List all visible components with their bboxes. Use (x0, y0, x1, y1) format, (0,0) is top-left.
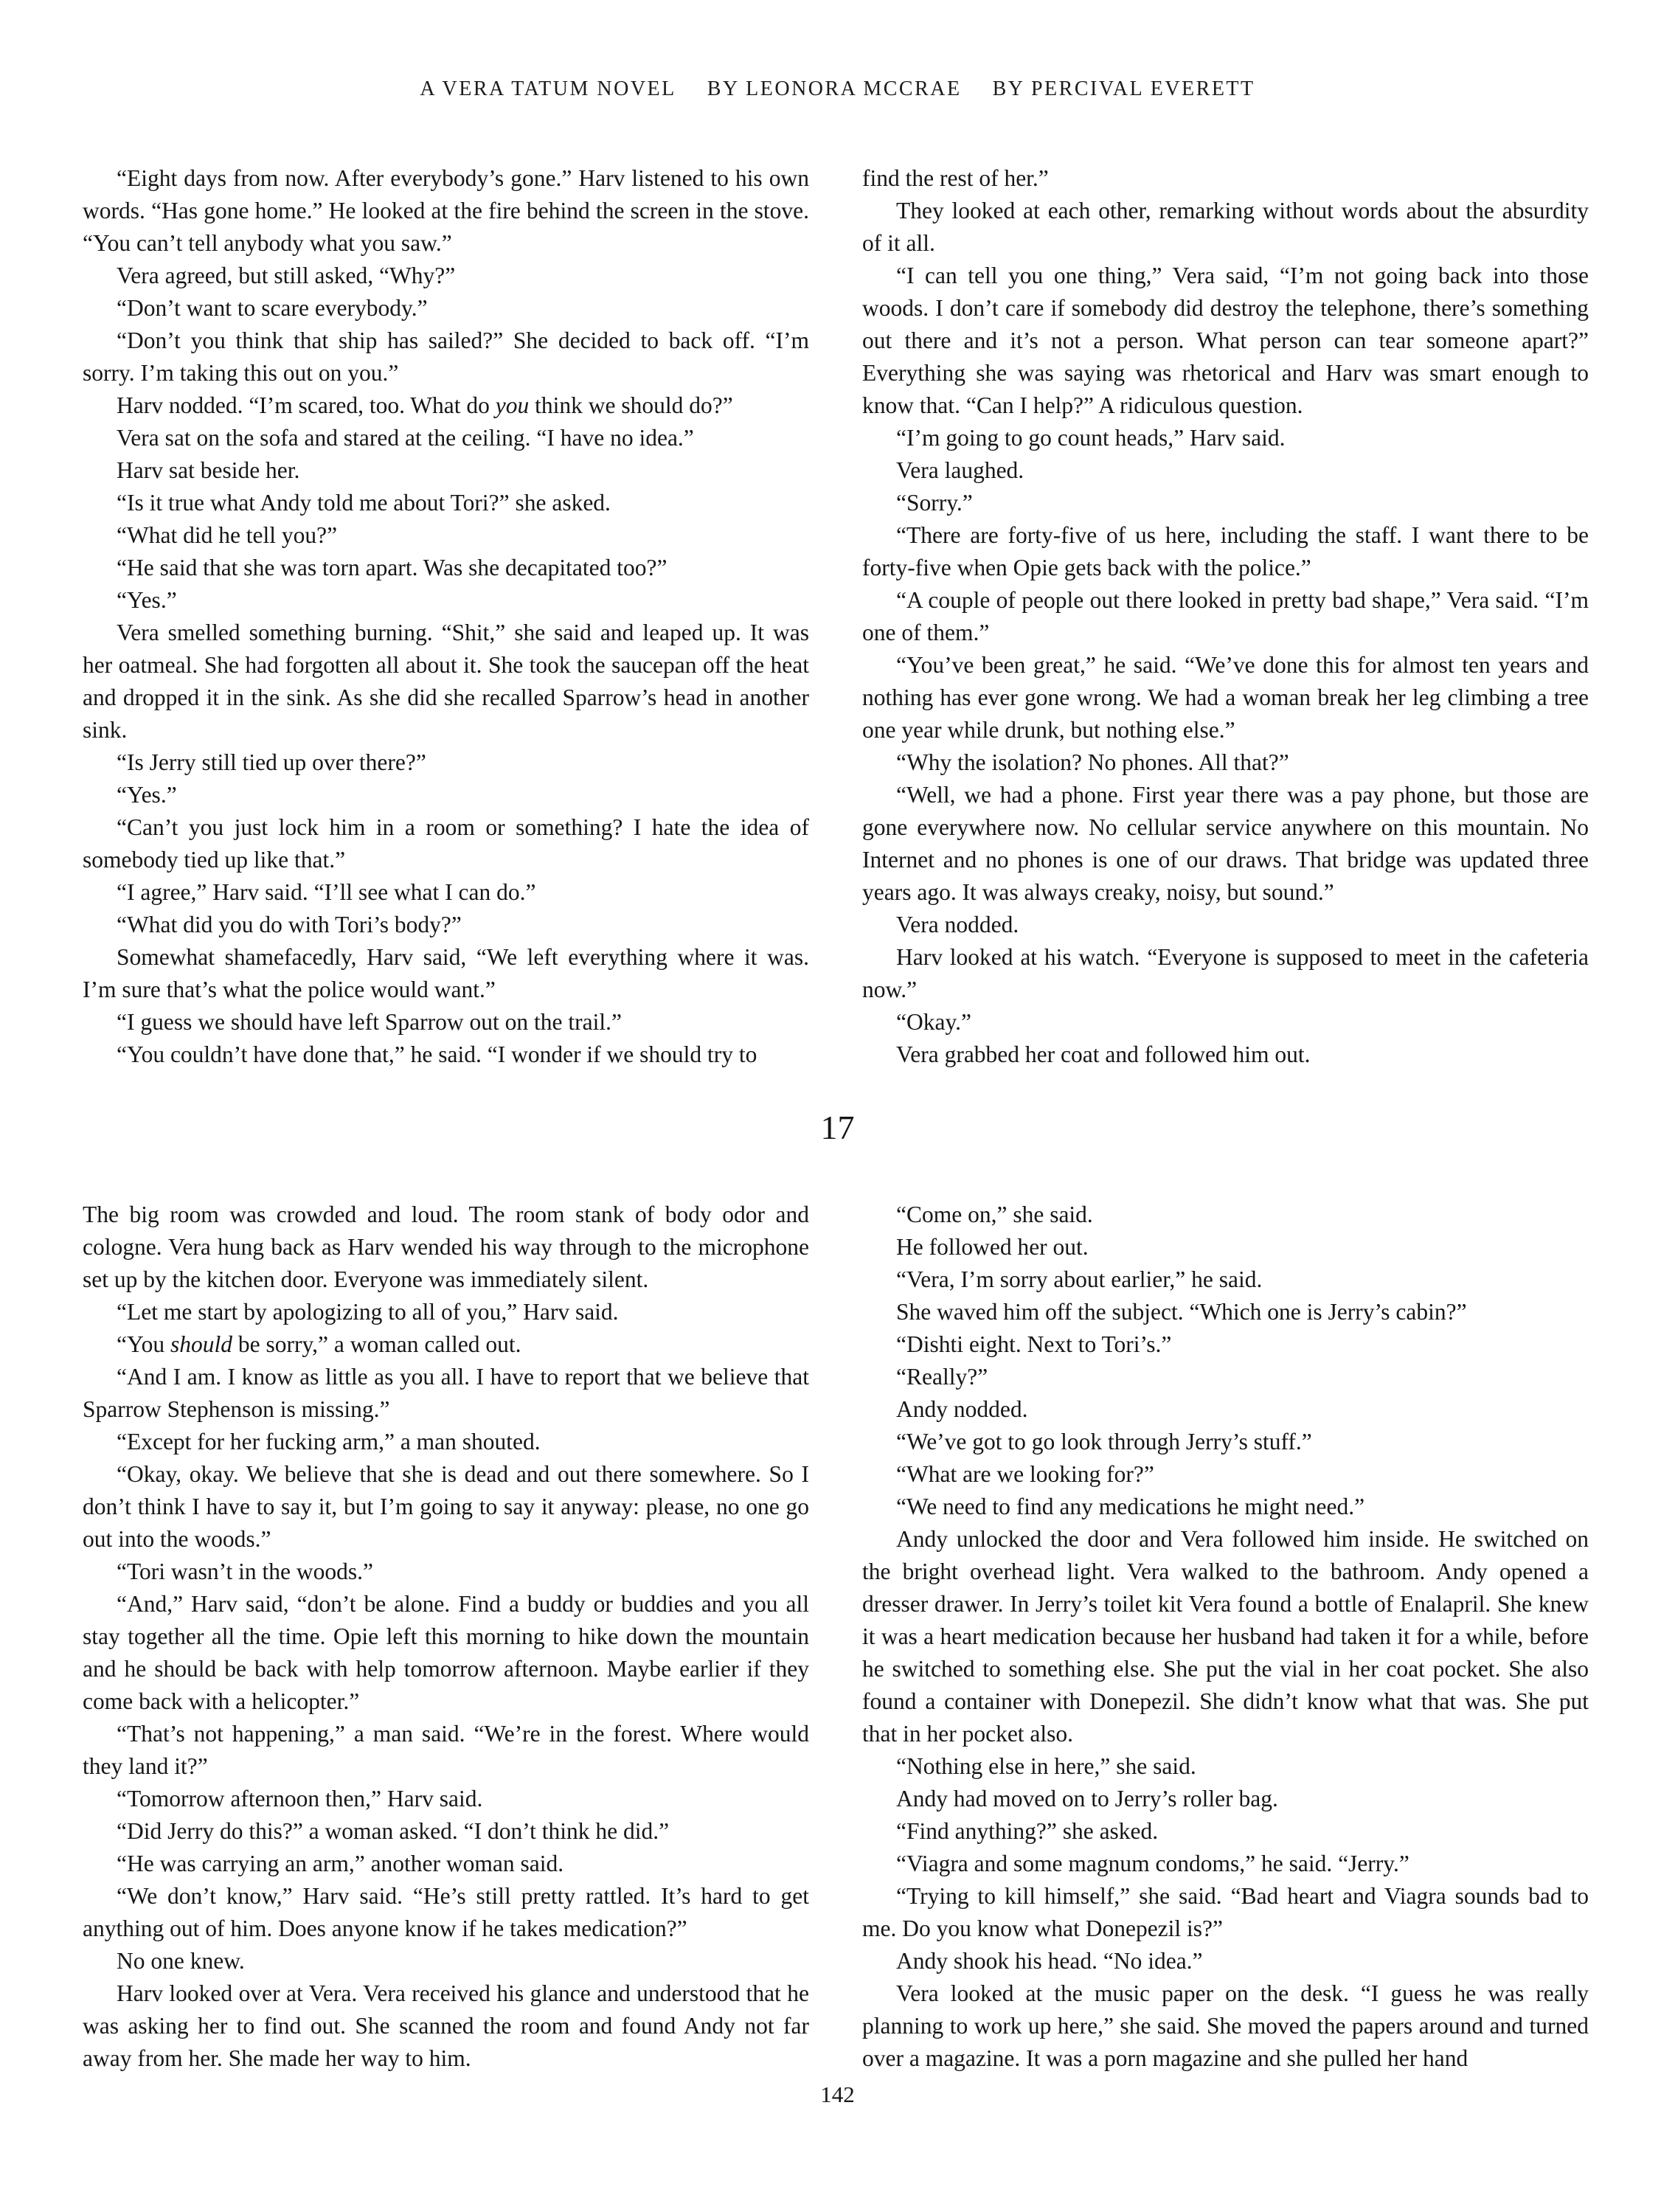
paragraph (83, 746, 809, 779)
header-byline-mccrae: BY LEONORA MCCRAE (707, 77, 962, 100)
text-run: “Don’t you think that ship has sailed?” She decided to back off. “I’m sorry. I’m taking this out on you.” (83, 327, 809, 386)
header-byline-everett: BY PERCIVAL EVERETT (992, 77, 1255, 100)
text-run: “You’ve been great,” he said. “We’ve done this for almost ten years and nothing has ever gone wrong. We had a woman break her leg climbing a tree one year while drunk, but nothing else.” (862, 652, 1589, 743)
text-run: be sorry,” a woman called out. (232, 1331, 521, 1357)
text-run: They looked at each other, remarking without words about the absurdity of it all. (862, 198, 1589, 256)
text-run: “Yes.” (117, 587, 177, 613)
text-run: “Vera, I’m sorry about earlier,” he said. (896, 1266, 1263, 1292)
paragraph (862, 1361, 1589, 1393)
text-run: Andy shook his head. “No idea.” (896, 1948, 1203, 1974)
text-run: “Let me start by apologizing to all of you,” Harv said. (117, 1299, 619, 1325)
paragraph (83, 1426, 809, 1458)
paragraph (83, 1588, 809, 1718)
text-run: “Viagra and some magnum condoms,” he said. “Jerry.” (896, 1851, 1409, 1876)
text-run: Vera sat on the sofa and stared at the ceiling. “I have no idea.” (117, 425, 694, 451)
paragraph (83, 162, 809, 260)
text-run: “Is it true what Andy told me about Tori?” she asked. (117, 490, 611, 516)
paragraph (83, 1556, 809, 1588)
text-run: think we should do?” (529, 392, 733, 418)
paragraph (862, 1815, 1589, 1848)
text-run: Andy had moved on to Jerry’s roller bag. (896, 1786, 1278, 1811)
paragraph (83, 325, 809, 389)
text-run: She waved him off the subject. “Which one is Jerry’s cabin?” (896, 1299, 1467, 1325)
top-right-column (862, 162, 1589, 1071)
text-run: “Okay, okay. We believe that she is dead and out there somewhere. So I don’t think I have to say it, but I’m going to say it anyway: please, no one go out into the woods.” (83, 1461, 809, 1552)
paragraph (83, 909, 809, 941)
text-run: “We’ve got to go look through Jerry’s stuff.” (896, 1429, 1312, 1455)
text-run: “Dishti eight. Next to Tori’s.” (896, 1331, 1172, 1357)
chapter-left-column (83, 1199, 809, 2075)
paragraph (83, 1006, 809, 1039)
paragraph (83, 1848, 809, 1880)
text-run: “And I am. I know as little as you all. I have to report that we believe that Sparrow Stephenson is missing.” (83, 1364, 809, 1422)
paragraph (83, 552, 809, 584)
chapter-number: 17 (820, 1109, 855, 1146)
paragraph (862, 1426, 1589, 1458)
text-run: “Really?” (896, 1364, 988, 1390)
text-run: “There are forty-five of us here, including the staff. I want there to be forty-five when Opie gets back with the police.” (862, 522, 1589, 580)
paragraph (83, 584, 809, 617)
paragraph (862, 1977, 1589, 2075)
paragraph (862, 779, 1589, 909)
text-run: Harv sat beside her. (117, 457, 300, 483)
paragraph (83, 1361, 809, 1426)
paragraph (83, 422, 809, 454)
paragraph (862, 1880, 1589, 1945)
paragraph (862, 1393, 1589, 1426)
text-run: “You couldn’t have done that,” he said. “I wonder if we should try to (117, 1041, 757, 1067)
paragraph (862, 1945, 1589, 1977)
paragraph (862, 454, 1589, 487)
paragraph (83, 519, 809, 552)
paragraph (862, 1231, 1589, 1263)
paragraph (862, 519, 1589, 584)
paragraph (862, 584, 1589, 649)
text-run: “Well, we had a phone. First year there was a pay phone, but those are gone everywhere now. No cellular service anywhere on this mountain. No Internet and no phones is one of our draws. That bridge was updated three years ago. It was always creaky, noisy, but sound.” (862, 782, 1589, 905)
text-run: Andy unlocked the door and Vera followed him inside. He switched on the bright overhead light. Vera walked to the bathroom. Andy opened a dresser drawer. In Jerry’s toilet kit Vera found a bottle of Enalapril. She knew it was a heart medication because her husband had taken it for a while, before he switched to something else. She put the vial in her coat pocket. She also found a container with Donepezil. She didn’t know what that was. She put that in her pocket also. (862, 1526, 1589, 1747)
italic-text-run: you (495, 392, 530, 418)
text-run: “I guess we should have left Sparrow out on the trail.” (117, 1009, 622, 1035)
paragraph (862, 1263, 1589, 1296)
text-run: “He said that she was torn apart. Was she decapitated too?” (117, 555, 667, 580)
paragraph (862, 487, 1589, 519)
text-run: Vera looked at the music paper on the desk. “I guess he was really planning to work up here,” she said. She moved the papers around and turned over a magazine. It was a porn magazine and she pulled her hand (862, 1980, 1589, 2071)
text-run: “Sorry.” (896, 490, 973, 516)
paragraph (862, 746, 1589, 779)
paragraph (83, 1199, 809, 1296)
paragraph (862, 260, 1589, 422)
text-run: find the rest of her.” (862, 165, 1049, 191)
paragraph (83, 1945, 809, 1977)
text-run: “What are we looking for?” (896, 1461, 1154, 1487)
header-novel-title: A VERA TATUM NOVEL (420, 77, 676, 100)
text-run: Vera grabbed her coat and followed him out. (896, 1041, 1311, 1067)
paragraph (83, 487, 809, 519)
page-number: 142 (820, 2081, 855, 2107)
text-run: “Nothing else in here,” she said. (896, 1753, 1196, 1779)
italic-text-run: should (170, 1331, 232, 1357)
top-left-column (83, 162, 809, 1071)
paragraph (83, 292, 809, 325)
paragraph (862, 649, 1589, 746)
paragraph (83, 811, 809, 876)
paragraph (862, 1783, 1589, 1815)
paragraph (83, 1328, 809, 1361)
paragraph (862, 1006, 1589, 1039)
text-run: “You (117, 1331, 170, 1357)
text-run: “We don’t know,” Harv said. “He’s still pretty rattled. It’s hard to get anything out of him. Does anyone know if he takes medication?” (83, 1883, 809, 1941)
paragraph (83, 260, 809, 292)
text-run: “I can tell you one thing,” Vera said, “I’m not going back into those woods. I don’t care if somebody did destroy the telephone, there’s something out there and it’s not a person. What person can tear someone apart?” Everything she was saying was rhetorical and Harv was smart enough to know that. “Can I help?” A ridiculous question. (862, 263, 1589, 418)
text-run: “What did he tell you?” (117, 522, 338, 548)
paragraph (862, 1523, 1589, 1750)
text-run: Harv looked at his watch. “Everyone is supposed to meet in the cafeteria now.” (862, 944, 1589, 1002)
text-run: “Okay.” (896, 1009, 972, 1035)
paragraph (862, 1296, 1589, 1328)
paragraph (862, 1039, 1589, 1071)
top-section (83, 162, 1612, 1071)
text-run: “Did Jerry do this?” a woman asked. “I don’t think he did.” (117, 1818, 670, 1844)
text-run: “Why the isolation? No phones. All that?” (896, 749, 1289, 775)
paragraph (862, 1458, 1589, 1491)
text-run: “We need to find any medications he might need.” (896, 1494, 1365, 1519)
text-run: “Come on,” she said. (896, 1202, 1093, 1227)
text-run: “Except for her fucking arm,” a man shouted. (117, 1429, 541, 1455)
text-run: Vera nodded. (896, 912, 1019, 937)
text-run: Somewhat shamefacedly, Harv said, “We left everything where it was. I’m sure that’s what the police would want.” (83, 944, 809, 1002)
paragraph (862, 1328, 1589, 1361)
text-run: “Tori wasn’t in the woods.” (117, 1559, 374, 1584)
text-run: “Yes.” (117, 782, 177, 808)
text-run: “Is Jerry still tied up over there?” (117, 749, 426, 775)
paragraph (83, 1296, 809, 1328)
text-run: “Don’t want to scare everybody.” (117, 295, 428, 321)
text-run: “And,” Harv said, “don’t be alone. Find a buddy or buddies and you all stay together all the time. Opie left this morning to hike down the mountain and he should be back with help tomorrow afternoon. Maybe earlier if they come back with a helicopter.” (83, 1591, 809, 1714)
text-run: Andy nodded. (896, 1396, 1028, 1422)
paragraph (862, 422, 1589, 454)
paragraph (862, 1199, 1589, 1231)
text-run: “Can’t you just lock him in a room or something? I hate the idea of somebody tied up like that.” (83, 814, 809, 873)
paragraph (83, 876, 809, 909)
text-run: “Trying to kill himself,” she said. “Bad heart and Viagra sounds bad to me. Do you know what Donepezil is?” (862, 1883, 1589, 1941)
text-run: Harv looked over at Vera. Vera received his glance and understood that he was asking her to find out. She scanned the room and found Andy not far away from her. She made her way to him. (83, 1980, 809, 2071)
text-run: “I agree,” Harv said. “I’ll see what I can do.” (117, 879, 536, 905)
paragraph (83, 941, 809, 1006)
paragraph (862, 1848, 1589, 1880)
paragraph (862, 909, 1589, 941)
text-run: Vera agreed, but still asked, “Why?” (117, 263, 456, 288)
text-run: “Tomorrow afternoon then,” Harv said. (117, 1786, 483, 1811)
paragraph (862, 195, 1589, 260)
text-run: No one knew. (117, 1948, 245, 1974)
text-run: Harv nodded. “I’m scared, too. What do (117, 392, 496, 418)
text-run: “I’m going to go count heads,” Harv said. (896, 425, 1286, 451)
text-run: “A couple of people out there looked in pretty bad shape,” Vera said. “I’m one of them.” (862, 587, 1589, 645)
running-header (0, 0, 1675, 102)
text-run: He followed her out. (896, 1234, 1089, 1260)
paragraph (83, 1458, 809, 1556)
text-run: “That’s not happening,” a man said. “We’re in the forest. Where would they land it?” (83, 1721, 809, 1779)
paragraph (83, 779, 809, 811)
chapter-section (83, 1199, 1612, 2075)
paragraph (83, 1880, 809, 1945)
text-run: “Eight days from now. After everybody’s gone.” Harv listened to his own words. “Has gone home.” He looked at the fire behind the screen in the stove. “You can’t tell anybody what you saw.” (83, 165, 809, 256)
text-run: Vera smelled something burning. “Shit,” she said and leaped up. It was her oatmeal. She had forgotten all about it. She took the saucepan off the heat and dropped it in the sink. As she did she recalled Sparrow’s head in another sink. (83, 620, 809, 743)
paragraph (83, 1977, 809, 2075)
paragraph (862, 941, 1589, 1006)
text-run: “Find anything?” she asked. (896, 1818, 1159, 1844)
text-run: “He was carrying an arm,” another woman said. (117, 1851, 564, 1876)
paragraph (83, 1718, 809, 1783)
paragraph (83, 617, 809, 746)
paragraph (862, 162, 1589, 195)
paragraph (862, 1750, 1589, 1783)
chapter-right-column (862, 1199, 1589, 2075)
paragraph (83, 389, 809, 422)
paragraph (83, 1783, 809, 1815)
paragraph (862, 1491, 1589, 1523)
text-run: The big room was crowded and loud. The room stank of body odor and cologne. Vera hung back as Harv wended his way through to the microphone set up by the kitchen door. Everyone was immediately silent. (83, 1202, 809, 1292)
text-run: Vera laughed. (896, 457, 1024, 483)
text-run: “What did you do with Tori’s body?” (117, 912, 462, 937)
paragraph (83, 1039, 809, 1071)
paragraph (83, 1815, 809, 1848)
paragraph (83, 454, 809, 487)
